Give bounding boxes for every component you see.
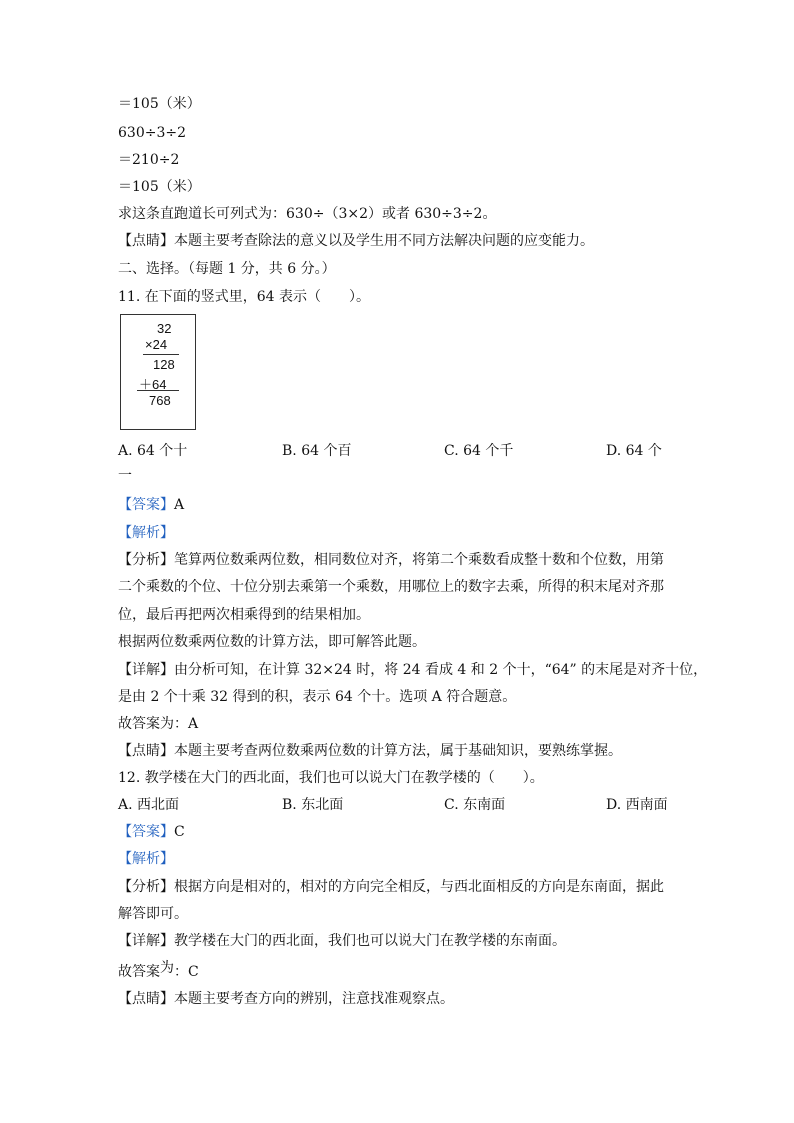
xiangjie-text: 由分析可知，在计算 32×24 时，将 24 看成 4 和 2 个十，“64” 的末尾是对齐十位， <box>174 662 708 678</box>
fenxi-text: 根据方向是相对的，相对的方向完全相反，与西北面相反的方向是东南面，据此 <box>174 879 664 895</box>
calc-line: ＝210÷2 <box>118 152 180 168</box>
fenxi-line: 解答即可。 <box>118 906 188 922</box>
xiangjie-tag: 【详解】 <box>118 933 174 949</box>
option-c: C. 东南面 <box>444 797 506 813</box>
answer-line <box>118 495 184 515</box>
dianjing-tag: 【点睛】 <box>118 743 174 759</box>
final-answer-part: ：C <box>174 964 199 980</box>
fenxi-text: 笔算两位数乘两位数，相同数位对齐，将第二个乘数看成整十数和个位数，用第 <box>174 552 664 568</box>
vertical-multiplication-figure <box>120 314 196 430</box>
calc-sum: 768 <box>149 393 171 408</box>
fenxi-line: 根据两位数乘两位数的计算方法，即可解答此题。 <box>118 634 426 650</box>
calc-line: 630÷3÷2 <box>118 125 186 141</box>
answer-value: C <box>174 824 185 840</box>
calc-partial-1: 128 <box>153 357 175 372</box>
final-answer <box>118 962 199 982</box>
calc-line: ＝105（米） <box>118 96 201 112</box>
option-d-wrap: 一 <box>118 468 132 484</box>
fenxi-tag: 【分析】 <box>118 552 174 568</box>
dianjing-tag: 【点睛】 <box>118 233 174 249</box>
question-11-stem: 11. 在下面的竖式里，64 表示（ ）。 <box>118 289 370 305</box>
dianjing-paragraph <box>118 231 594 251</box>
option-a: A. 西北面 <box>118 797 180 813</box>
analysis-tag: 【解析】 <box>118 851 174 867</box>
dianjing-paragraph <box>118 989 454 1009</box>
option-c: C. 64 个千 <box>444 443 514 459</box>
fenxi-line <box>118 877 664 897</box>
answer-tag: 【答案】 <box>118 824 174 840</box>
paragraph: 求这条直跑道长可列式为：630÷（3×2）或者 630÷3÷2。 <box>118 206 497 222</box>
dianjing-text: 本题主要考查除法的意义以及学生用不同方法解决问题的应变能力。 <box>174 233 594 249</box>
fenxi-line <box>118 550 664 570</box>
analysis-tag: 【解析】 <box>118 525 174 541</box>
dianjing-text: 本题主要考查方向的辨别，注意找准观察点。 <box>174 991 454 1007</box>
calc-rule <box>137 390 179 391</box>
final-answer: 故答案为：A <box>118 716 199 732</box>
calc-multiplier: ×24 <box>145 337 168 352</box>
xiangjie-line: 是由 2 个十乘 32 得到的积，表示 64 个十。选项 A 符合题意。 <box>118 689 517 705</box>
fenxi-line: 二个乘数的个位、十位分别去乘第一个乘数，用哪位上的数字去乘，所得的积末尾对齐那 <box>118 579 664 595</box>
answer-value: A <box>174 497 185 513</box>
dianjing-text: 本题主要考查两位数乘两位数的计算方法，属于基础知识，要熟练掌握。 <box>174 743 622 759</box>
dianjing-tag: 【点睛】 <box>118 991 174 1007</box>
calc-partial-2: ＋64 <box>139 377 167 392</box>
xiangjie-line <box>118 660 707 680</box>
calc-multiplicand: 32 <box>157 321 172 336</box>
final-answer-part: 故答案 <box>118 964 160 980</box>
answer-tag: 【答案】 <box>118 497 174 513</box>
option-a: A. 64 个十 <box>118 443 188 459</box>
answer-line <box>118 822 185 842</box>
option-d: D. 西南面 <box>606 797 668 813</box>
xiangjie-text: 教学楼在大门的西北面，我们也可以说大门在教学楼的东南面。 <box>174 933 566 949</box>
fenxi-tag: 【分析】 <box>118 879 174 895</box>
option-b: B. 东北面 <box>282 797 344 813</box>
fenxi-line: 位，最后再把两次相乘得到的结果相加。 <box>118 607 370 623</box>
calc-line: ＝105（米） <box>118 179 201 195</box>
option-d: D. 64 个 <box>606 443 662 459</box>
calc-rule <box>143 354 179 355</box>
section-heading: 二、选择。（每题 1 分，共 6 分。） <box>118 261 336 277</box>
xiangjie-tag: 【详解】 <box>118 662 174 678</box>
question-12-stem: 12. 教学楼在大门的西北面，我们也可以说大门在教学楼的（ ）。 <box>118 770 544 786</box>
option-b: B. 64 个百 <box>282 443 352 459</box>
final-answer-part: 为 <box>160 960 174 976</box>
xiangjie-line <box>118 931 566 951</box>
dianjing-paragraph <box>118 741 622 761</box>
